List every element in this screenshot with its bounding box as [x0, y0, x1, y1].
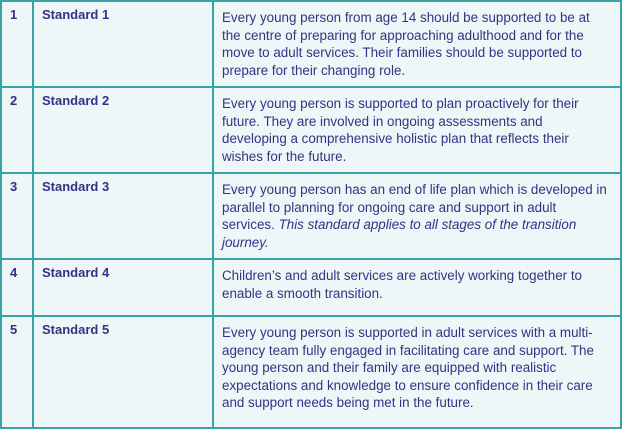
row-number: 1	[10, 7, 18, 22]
standard-cell	[33, 259, 213, 316]
standard-description: Every young person has an end of life plan which is developed in parallel to planning for ongoing care and support in adult services. This standard applies to all stages of the transition journey.	[222, 182, 607, 250]
description-cell	[213, 173, 621, 259]
table-row	[1, 316, 621, 428]
row-number: 2	[10, 93, 18, 108]
standard-title: Standard 3	[42, 179, 110, 194]
standard-description: Every young person is supported to plan proactively for their future. They are involved in ongoing assessments and developing a comprehensive holistic plan that reflects their wishes for the future.	[222, 96, 579, 164]
row-number-cell	[1, 316, 33, 428]
row-number: 4	[10, 265, 18, 280]
standard-title: Standard 5	[42, 322, 110, 337]
standard-cell	[33, 173, 213, 259]
row-number-cell	[1, 173, 33, 259]
standard-description: Every young person from age 14 should be supported to be at the centre of preparing for approaching adulthood and for the move to adult services. Their families should be supported to prepare for their changing role.	[222, 10, 590, 78]
row-number-cell	[1, 87, 33, 173]
description-cell	[213, 1, 621, 87]
table-row	[1, 87, 621, 173]
row-number-cell	[1, 1, 33, 87]
standard-description: Every young person is supported in adult services with a multi-agency team fully engaged in facilitating care and support. The young person and their family are equipped with realistic expectations and knowledge to ensure confidence in their care and support needs being met in the future.	[222, 325, 594, 410]
table-row	[1, 1, 621, 87]
table-row	[1, 259, 621, 316]
description-cell	[213, 259, 621, 316]
standard-title: Standard 1	[42, 7, 110, 22]
standard-title: Standard 4	[42, 265, 110, 280]
description-cell	[213, 316, 621, 428]
standard-cell	[33, 87, 213, 173]
standard-description: Children’s and adult services are actively working together to enable a smooth transition.	[222, 268, 582, 301]
standard-title: Standard 2	[42, 93, 110, 108]
standard-cell	[33, 1, 213, 87]
standard-cell	[33, 316, 213, 428]
row-number: 5	[10, 322, 18, 337]
row-number-cell	[1, 259, 33, 316]
table-row	[1, 173, 621, 259]
row-number: 3	[10, 179, 18, 194]
italic-note: This standard applies to all stages of the transition journey.	[222, 217, 577, 250]
description-cell	[213, 87, 621, 173]
